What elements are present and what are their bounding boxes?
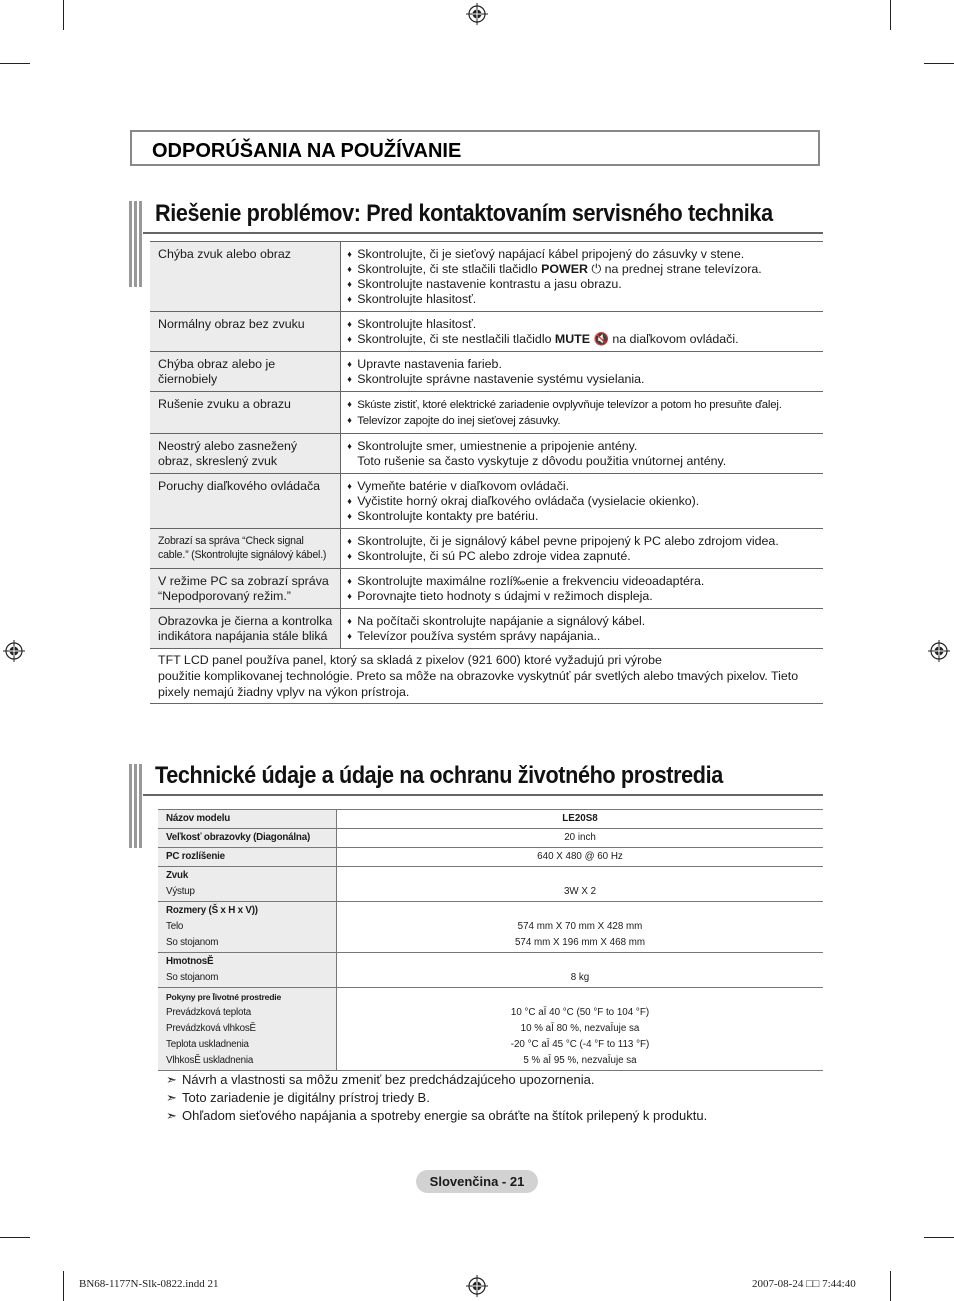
- spec-key-cell: [158, 902, 337, 953]
- problem-text: V režime PC sa zobrazí správa: [158, 574, 329, 588]
- spec-key: Názov modelu: [166, 813, 231, 824]
- solution-line: [347, 589, 815, 604]
- spec-value: [345, 903, 815, 919]
- spec-value: -20 °C aĪ 45 °C (-4 °F to 113 °F): [510, 1039, 650, 1050]
- solution-text: MUTE: [554, 332, 591, 346]
- crop-mark: [63, 0, 64, 30]
- bullet-icon: ♦: [347, 319, 352, 329]
- bullet-icon: ♦: [347, 334, 352, 344]
- spec-value-cell: [337, 988, 824, 1071]
- spec-key: Veľkosť obrazovky (Diagonálna): [166, 832, 311, 843]
- problem-text: Chýba obraz alebo je: [158, 357, 276, 371]
- bullet-icon: ♦: [347, 576, 352, 586]
- spec-value-cell: [337, 810, 824, 829]
- problem-text: Poruchy diaľkového ovládača: [158, 479, 321, 493]
- solution-text: Skontrolujte maximálne rozlí‰enie a frekvenciu videoadaptéra.: [357, 574, 705, 588]
- bullet-icon: ♦: [347, 264, 352, 274]
- bullet-icon: ♦: [347, 481, 352, 491]
- bullet-icon: ♦: [347, 249, 352, 259]
- spec-key-cell: [158, 810, 337, 829]
- troubleshooting-table: [150, 241, 823, 704]
- problem-cell: [150, 474, 341, 529]
- solution-line: [347, 454, 815, 469]
- solution-line: [347, 439, 815, 454]
- solution-line: [347, 317, 815, 332]
- solution-line: [347, 332, 815, 347]
- spec-key: Zvuk: [166, 870, 189, 881]
- solution-line: [347, 292, 815, 307]
- solution-text: Vymeňte batérie v diaľkovom ovládači.: [357, 479, 570, 493]
- solution-text: Skontrolujte, či sú PC alebo zdroje videa zapnuté.: [357, 549, 631, 563]
- solution-text: Porovnajte tieto hodnoty s údajmi v režimoch displeja.: [357, 589, 653, 603]
- spec-value: 5 % aĪ 95 %, nezvaĪuje sa: [523, 1055, 637, 1066]
- note-text: TFT LCD panel používa panel, ktorý sa skladá z pixelov (921 600) ktoré vyžadujú pri výrobe: [158, 653, 662, 667]
- solution-text: POWER: [541, 262, 588, 276]
- spec-value: 10 % aĪ 80 %, nezvaĪuje sa: [520, 1023, 640, 1034]
- notes-list: [166, 1071, 707, 1125]
- solution-line: [347, 262, 815, 277]
- registration-mark-icon: [466, 3, 488, 25]
- solution-text: Skontrolujte, či je signálový kábel pevne pripojený k PC alebo zdrojom videa.: [357, 534, 779, 548]
- solution-text: Skontrolujte, či je sieťový napájací kábel pripojený do zásuvky v stene.: [357, 247, 745, 261]
- footer-date: 2007-08-24 □□ 7:44:40: [752, 1278, 856, 1290]
- spec-key: So stojanom: [166, 972, 219, 983]
- spec-key: So stojanom: [166, 937, 219, 948]
- table-row: [158, 988, 823, 1071]
- spec-key: Výstup: [166, 886, 195, 897]
- registration-mark-icon: [928, 640, 950, 662]
- problem-cell: [150, 434, 341, 474]
- spec-value: 8 kg: [570, 972, 590, 983]
- spec-value: 20 inch: [564, 832, 596, 843]
- solution-text: Skontrolujte, či ste nestlačili tlačidlo: [357, 332, 555, 346]
- problem-text: Rušenie zvuku a obrazu: [158, 397, 291, 411]
- solution-cell: [341, 312, 823, 352]
- problem-text: Zobrazí sa správa “Check signal: [158, 535, 304, 547]
- spec-key-cell: [158, 988, 337, 1071]
- arrow-icon: ➣: [166, 1072, 177, 1087]
- spec-value-cell: [337, 902, 824, 953]
- table-row: [158, 867, 823, 902]
- solution-cell: [341, 392, 823, 434]
- table-row: [158, 902, 823, 953]
- bullet-icon: ♦: [347, 399, 352, 409]
- specs-title: Technické údaje a údaje na ochranu životného prostredia: [155, 762, 723, 789]
- solution-text: Skontrolujte kontakty pre batériu.: [357, 509, 539, 523]
- crop-mark: [890, 0, 891, 30]
- spec-key-cell: [158, 848, 337, 867]
- problem-text: cable.” (Skontrolujte signálový kábel.): [158, 549, 327, 561]
- bullet-icon: ♦: [347, 591, 352, 601]
- problem-text: čiernobiely: [158, 372, 218, 386]
- solution-text: Toto rušenie sa často vyskytuje z dôvodu použitia vnútornej antény.: [357, 454, 727, 468]
- solution-cell: [341, 352, 823, 392]
- table-row: [150, 609, 823, 649]
- spec-value-cell: [337, 953, 824, 988]
- problem-cell: [150, 242, 341, 312]
- solution-text: Skúste zistiť, ktoré elektrické zariadenie ovplyvňuje televízor a potom ho presuňte ďalej.: [357, 399, 782, 411]
- crop-mark: [890, 1271, 891, 1301]
- spec-value-cell: [337, 829, 824, 848]
- solution-line: [347, 494, 815, 509]
- footer-file: BN68-1177N-Slk-0822.indd 21: [79, 1278, 219, 1290]
- bullet-icon: ♦: [347, 294, 352, 304]
- bullet-icon: ♦: [347, 551, 352, 561]
- arrow-icon: ➣: [166, 1090, 177, 1105]
- heading-rule: [143, 232, 823, 234]
- crop-mark: [0, 63, 30, 64]
- solution-line: [347, 574, 815, 589]
- solution-text: Televízor používa systém správy napájania..: [357, 629, 601, 643]
- problem-text: “Nepodporovaný režim.”: [158, 589, 291, 603]
- specs-table: [158, 809, 823, 1071]
- spec-key: VlhkosĔ uskladnenia: [166, 1055, 254, 1066]
- arrow-icon: ➣: [166, 1108, 177, 1123]
- bullet-icon: ♦: [347, 374, 352, 384]
- bullet-icon: ♦: [347, 415, 352, 425]
- crop-mark: [63, 1271, 64, 1301]
- table-row: [150, 569, 823, 609]
- spec-value: 3W X 2: [563, 886, 597, 897]
- solution-text: Televízor zapojte do inej sieťovej zásuvky.: [357, 415, 561, 427]
- solution-text: Skontrolujte smer, umiestnenie a pripojenie antény.: [357, 439, 638, 453]
- note-item: [166, 1071, 707, 1089]
- note-item-text: Ohľadom sieťového napájania a spotreby energie sa obráťte na štítok prilepený k produktu.: [182, 1108, 708, 1123]
- table-row: [150, 474, 823, 529]
- note-text: použitie komplikovanej technológie. Preto sa môže na obrazovke vyskytnúť pár svetlých alebo tmavých pixelov. Tieto: [158, 669, 799, 683]
- problem-cell: [150, 312, 341, 352]
- problem-text: obraz, skreslený zvuk: [158, 454, 278, 468]
- heading-bar: [129, 201, 142, 287]
- spec-key: PC rozlíšenie: [166, 851, 225, 862]
- table-row: [150, 649, 823, 704]
- spec-key: Telo: [166, 921, 184, 932]
- spec-value: [345, 868, 815, 884]
- spec-key: Pokyny pre Īivotné prostredie: [166, 992, 282, 1002]
- crop-mark: [924, 63, 954, 64]
- spec-value: LE20S8: [562, 813, 598, 824]
- note-item: [166, 1089, 707, 1107]
- solution-text: 🔇 na diaľkovom ovládači.: [590, 332, 739, 346]
- page-number: Slovenčina - 21: [416, 1170, 538, 1193]
- table-row: [158, 829, 823, 848]
- problem-cell: [150, 529, 341, 569]
- solution-cell: [341, 242, 823, 312]
- table-row: [158, 810, 823, 829]
- solution-line: [347, 614, 815, 629]
- bullet-icon: ♦: [347, 441, 352, 451]
- solution-text: Upravte nastavenia farieb.: [357, 357, 502, 371]
- solution-line: [347, 549, 815, 564]
- heading-bar: [129, 764, 142, 848]
- section-label-box: [130, 130, 820, 166]
- solution-text: Skontrolujte hlasitosť.: [357, 317, 477, 331]
- spec-value-cell: [337, 867, 824, 902]
- problem-text: Neostrý alebo zasnežený: [158, 439, 298, 453]
- spec-key-cell: [158, 953, 337, 988]
- note-item-text: Návrh a vlastnosti sa môžu zmeniť bez predchádzajúceho upozornenia.: [182, 1072, 595, 1087]
- spec-key: Rozmery (Š x H x V)): [166, 905, 258, 916]
- solution-cell: [341, 569, 823, 609]
- note-cell: [150, 649, 823, 704]
- problem-text: Normálny obraz bez zvuku: [158, 317, 305, 331]
- solution-text: Skontrolujte hlasitosť.: [357, 292, 477, 306]
- problem-text: Chýba zvuk alebo obraz: [158, 247, 291, 261]
- spec-key: Prevádzková vlhkosĔ: [166, 1023, 256, 1034]
- problem-text: Obrazovka je čierna a kontrolka: [158, 614, 333, 628]
- table-row: [150, 312, 823, 352]
- solution-cell: [341, 609, 823, 649]
- spec-key-cell: [158, 867, 337, 902]
- problem-text: indikátora napájania stále bliká: [158, 629, 328, 643]
- crop-mark: [924, 1237, 954, 1238]
- solution-line: [347, 509, 815, 524]
- solution-text: Skontrolujte nastavenie kontrastu a jasu obrazu.: [357, 277, 622, 291]
- solution-line: [347, 534, 815, 549]
- bullet-icon: ♦: [347, 496, 352, 506]
- solution-cell: [341, 529, 823, 569]
- solution-line: [347, 479, 815, 494]
- spec-value-cell: [337, 848, 824, 867]
- solution-cell: [341, 474, 823, 529]
- solution-line: [347, 247, 815, 262]
- solution-line: [347, 413, 815, 429]
- note-item: [166, 1107, 707, 1125]
- spec-key: Teplota uskladnenia: [166, 1039, 249, 1050]
- solution-line: [347, 629, 815, 644]
- note-text: pixely nemajú žiadny vplyv na výkon prístroja.: [158, 685, 410, 699]
- spec-value: 574 mm X 70 mm X 428 mm: [517, 921, 643, 932]
- solution-line: [347, 277, 815, 292]
- solution-text: Skontrolujte, či ste stlačili tlačidlo: [357, 262, 542, 276]
- table-row: [158, 953, 823, 988]
- solution-text: Vyčistite horný okraj diaľkového ovládača (vysielacie okienko).: [357, 494, 700, 508]
- bullet-icon: ♦: [347, 511, 352, 521]
- table-row: [150, 352, 823, 392]
- bullet-icon: ♦: [347, 616, 352, 626]
- bullet-icon: ♦: [347, 536, 352, 546]
- table-row: [158, 848, 823, 867]
- section-label: ODPORÚŠANIA NA POUŽÍVANIE: [152, 140, 462, 162]
- solution-text: Na počítači skontrolujte napájanie a signálový kábel.: [357, 614, 646, 628]
- bullet-icon: ♦: [347, 631, 352, 641]
- problem-cell: [150, 352, 341, 392]
- spec-value: 574 mm X 196 mm X 468 mm: [514, 937, 646, 948]
- spec-value: [345, 954, 815, 970]
- problem-cell: [150, 609, 341, 649]
- spec-value: [345, 989, 815, 1005]
- spec-key-cell: [158, 829, 337, 848]
- solution-text: Skontrolujte správne nastavenie systému vysielania.: [357, 372, 645, 386]
- solution-line: [347, 397, 815, 413]
- solution-cell: [341, 434, 823, 474]
- problem-cell: [150, 569, 341, 609]
- solution-line: [347, 372, 815, 387]
- table-row: [150, 392, 823, 434]
- table-row: [150, 434, 823, 474]
- table-row: [150, 529, 823, 569]
- spec-value: 640 X 480 @ 60 Hz: [537, 851, 623, 862]
- spec-key: Prevádzková teplota: [166, 1007, 251, 1018]
- troubleshooting-title: Riešenie problémov: Pred kontaktovaním servisného technika: [155, 200, 773, 227]
- note-item-text: Toto zariadenie je digitálny prístroj triedy B.: [182, 1090, 430, 1105]
- problem-cell: [150, 392, 341, 434]
- bullet-icon: ♦: [347, 279, 352, 289]
- registration-mark-icon: [466, 1275, 488, 1297]
- bullet-icon: ♦: [347, 359, 352, 369]
- heading-rule: [143, 794, 823, 796]
- spec-value: 10 °C aĪ 40 °C (50 °F to 104 °F): [510, 1007, 650, 1018]
- crop-mark: [0, 1237, 30, 1238]
- solution-line: [347, 357, 815, 372]
- spec-key: HmotnosĔ: [166, 956, 214, 967]
- registration-mark-icon: [3, 640, 25, 662]
- table-row: [150, 242, 823, 312]
- solution-text: ⏻ na prednej strane televízora.: [587, 262, 762, 276]
